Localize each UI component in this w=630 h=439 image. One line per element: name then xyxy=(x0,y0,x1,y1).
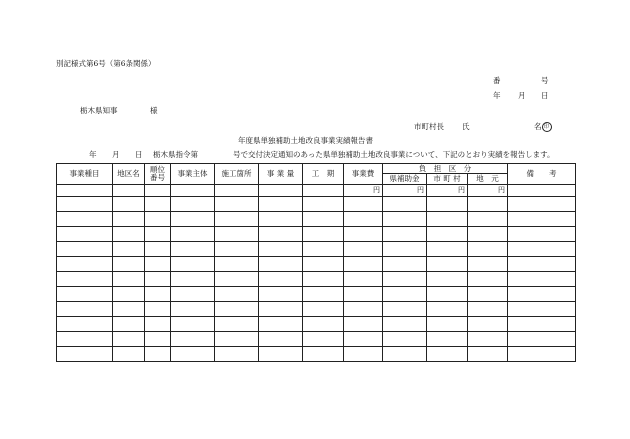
table-row xyxy=(57,212,576,227)
table-row xyxy=(57,272,576,287)
table-cell xyxy=(215,185,259,197)
table-row xyxy=(57,242,576,257)
number-go: 号 xyxy=(541,76,549,85)
table-row xyxy=(57,257,576,272)
table-cell xyxy=(145,185,171,197)
date-year: 年 xyxy=(493,91,501,100)
sender-title: 市町村長 xyxy=(414,122,444,131)
header-ryo: 事 業 量 xyxy=(259,164,303,185)
header-jigyo-shumoku: 事業種目 xyxy=(57,164,113,185)
header-jun-i xyxy=(145,164,171,185)
body-day: 日 xyxy=(135,150,143,159)
table-row xyxy=(57,302,576,317)
table-row xyxy=(57,347,576,362)
header-jun-i-line2: 番号 xyxy=(150,173,165,182)
report-table xyxy=(56,163,576,362)
header-koki: 工 期 xyxy=(303,164,344,185)
table-row xyxy=(57,227,576,242)
seal-mark: 印 xyxy=(542,122,552,132)
body-year: 年 xyxy=(89,150,97,159)
yen-jigyohi: 円 xyxy=(344,185,383,197)
table-cell xyxy=(303,185,344,197)
table-cell xyxy=(113,185,145,197)
table-row xyxy=(57,197,576,212)
doc-title: 年度県単独補助土地改良事業実績報告書 xyxy=(238,136,373,145)
addressee-honorific: 様 xyxy=(150,106,158,115)
yen-jimoto: 円 xyxy=(468,185,508,197)
table-row xyxy=(57,332,576,347)
date-day: 日 xyxy=(541,91,549,100)
header-shutai: 事業主体 xyxy=(171,164,215,185)
header-futan: 負 担 区 分 xyxy=(383,164,508,174)
body-month: 月 xyxy=(112,150,120,159)
header-jigyohi: 事業費 xyxy=(344,164,383,185)
header-jun-i-line1: 順位 xyxy=(150,165,165,175)
table-row xyxy=(57,185,576,197)
table-cell xyxy=(57,185,113,197)
header-jimoto: 地 元 xyxy=(468,174,508,185)
header-shichoson: 市 町 村 xyxy=(427,174,468,185)
table-cell xyxy=(171,185,215,197)
date-month: 月 xyxy=(518,91,526,100)
sender-name-suffix: 氏 xyxy=(462,122,470,131)
addressee-name: 栃木県知事 xyxy=(80,106,118,115)
yen-ken: 円 xyxy=(383,185,427,197)
form-id: 別記様式第6号（第6条関係） xyxy=(56,59,156,68)
table-row xyxy=(57,317,576,332)
header-sekou: 施工箇所 xyxy=(215,164,259,185)
body-rest: 号で交付決定通知のあった県単独補助土地改良事業について、下記のとおり実績を報告します。 xyxy=(233,150,555,159)
header-ken: 県補助金 xyxy=(383,174,427,185)
sender-mei-label: 名 xyxy=(534,122,542,131)
header-biko: 備 考 xyxy=(508,164,576,185)
table-cell xyxy=(259,185,303,197)
body-directive: 栃木県指令第 xyxy=(153,150,198,159)
table-cell xyxy=(508,185,576,197)
header-chiku: 地区名 xyxy=(113,164,145,185)
table-row xyxy=(57,287,576,302)
yen-shichoson: 円 xyxy=(427,185,468,197)
number-ban: 番 xyxy=(493,76,501,85)
sender-mei xyxy=(534,122,552,132)
